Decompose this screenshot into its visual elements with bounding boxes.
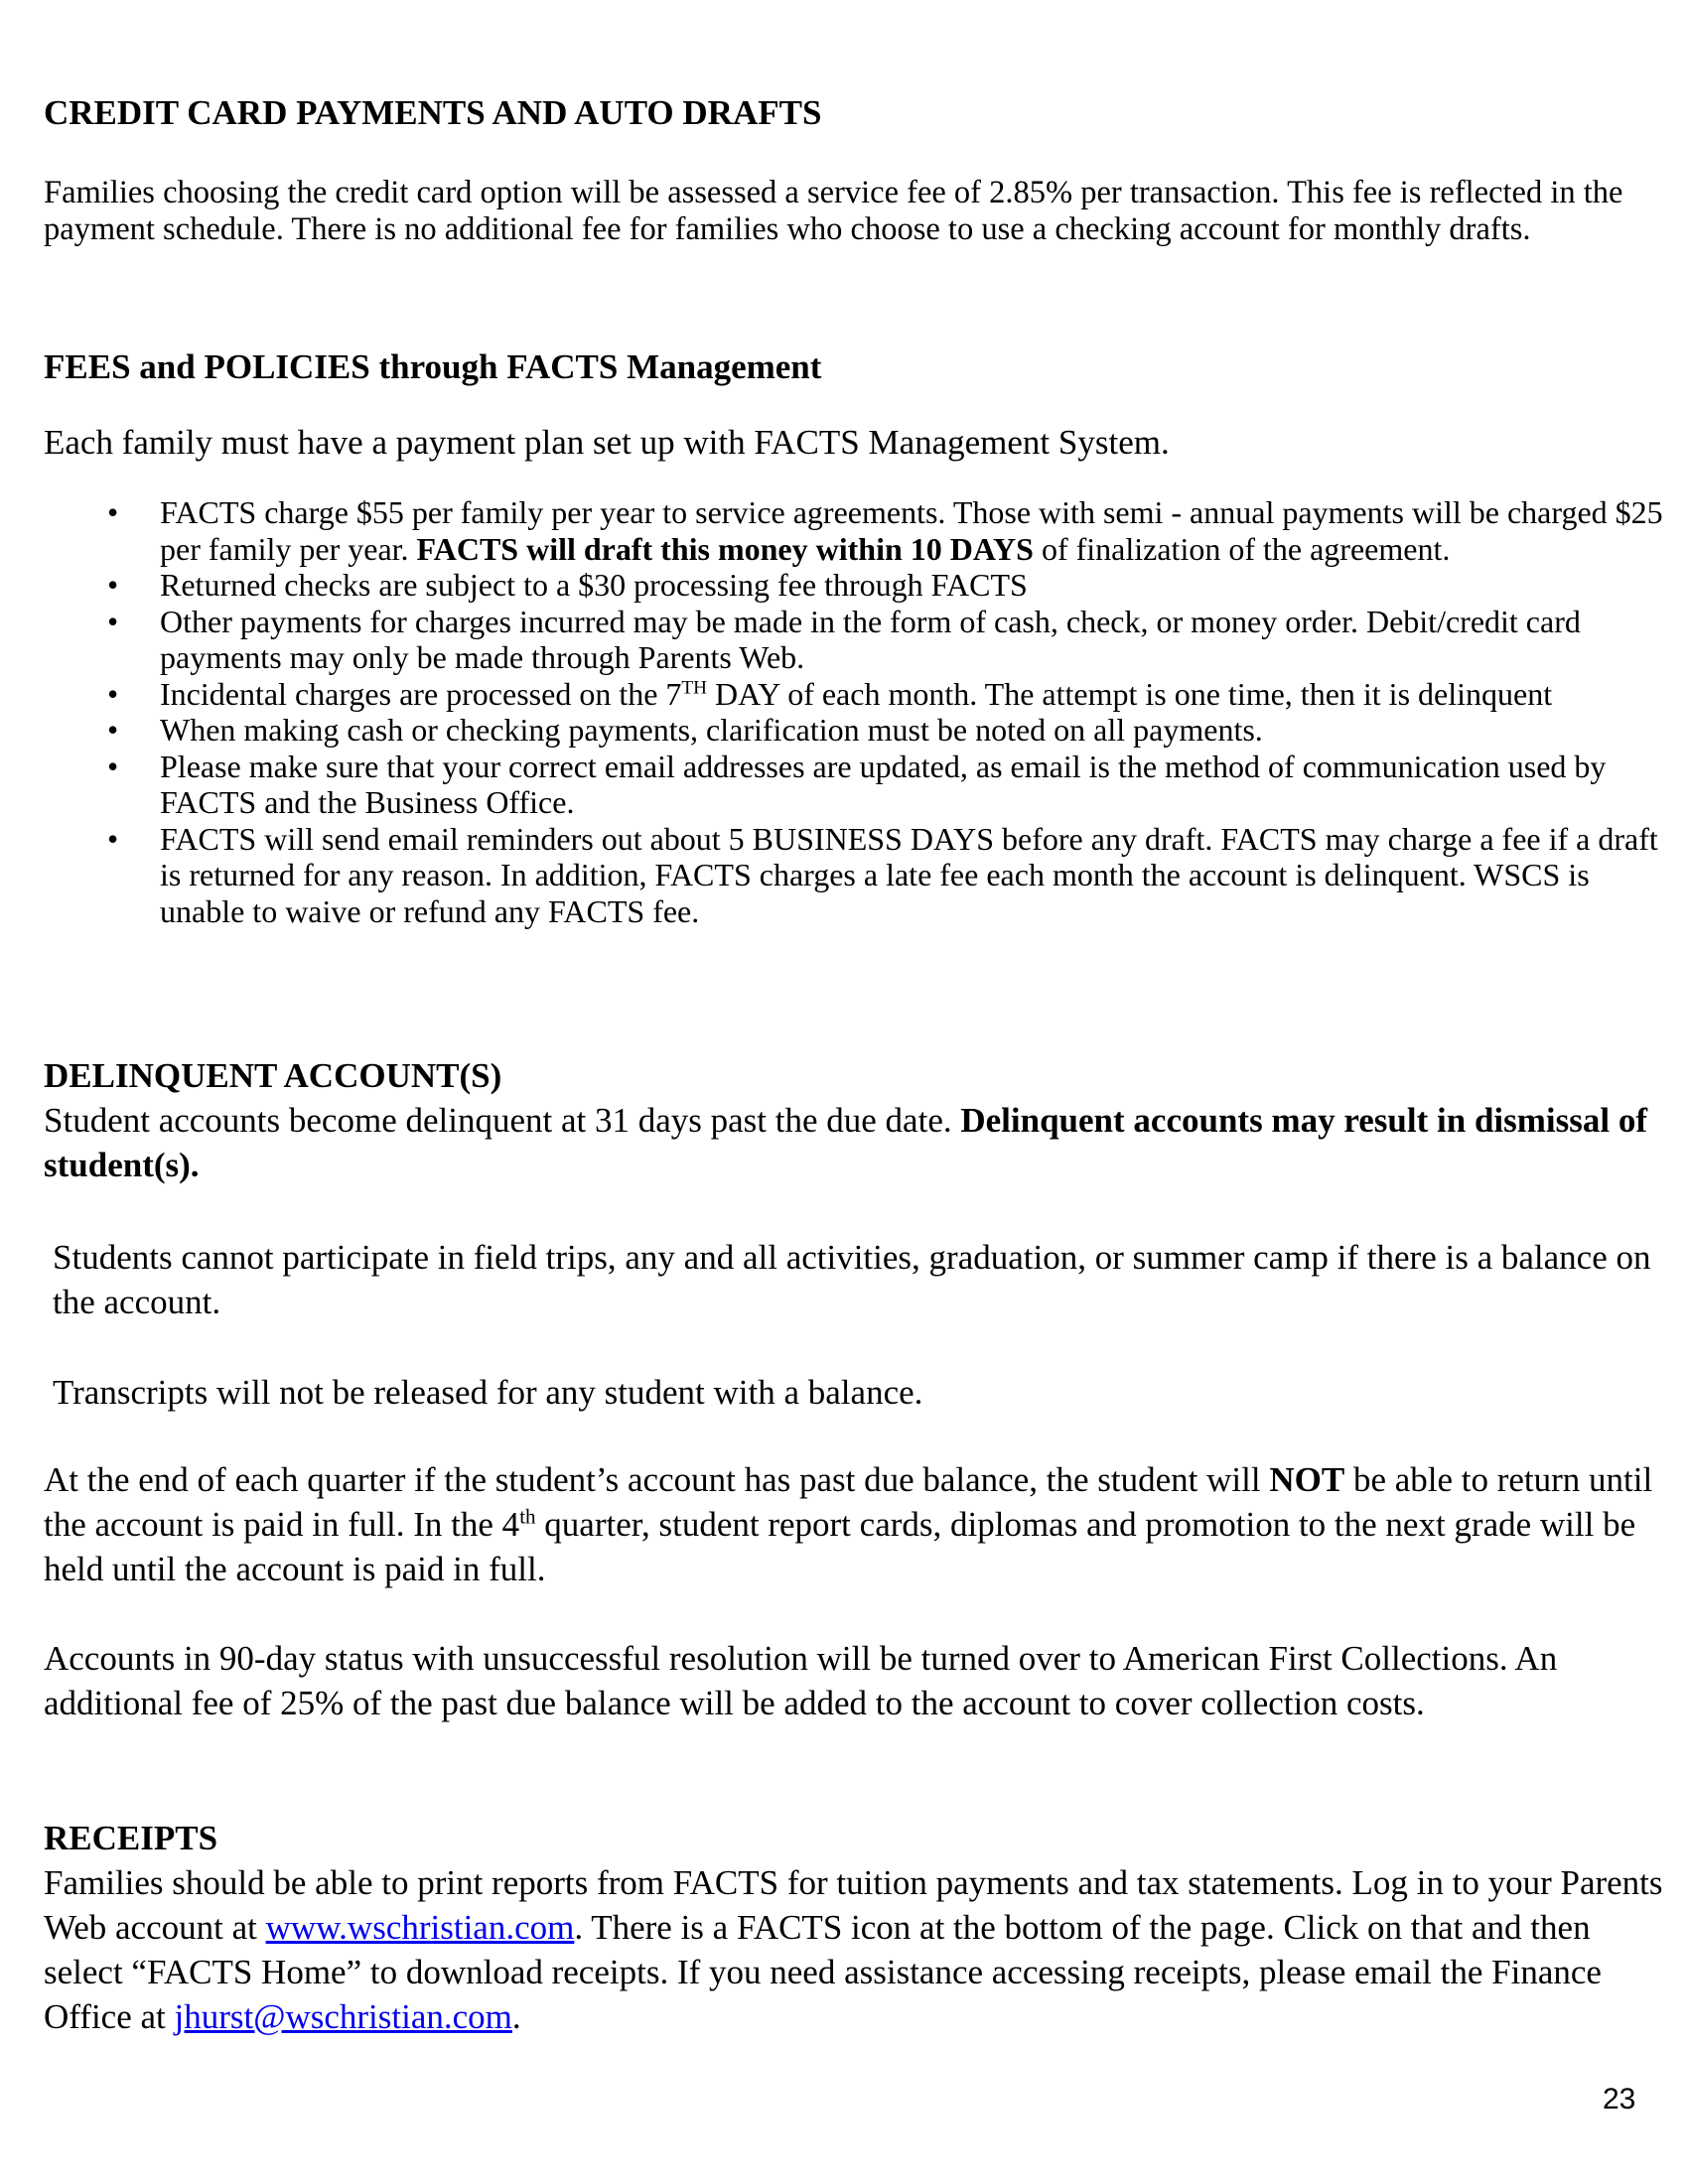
heading-credit-card-payments: CREDIT CARD PAYMENTS AND AUTO DRAFTS [44, 93, 822, 132]
list-item-text: FACTS charge $55 per family per year to service agreements. Those with semi - annual payments will be charged $25 per family per year. [160, 494, 1663, 567]
list-item [107, 749, 1671, 821]
list-item [107, 821, 1671, 930]
bullet-glyph: • [107, 820, 119, 857]
quarter-text: quarter, student report cards, diplomas and promotion to the next grade will be held until the account is paid in full. [44, 1505, 1636, 1588]
delinquent-warning: Delinquent accounts may result in dismissal of student(s). [44, 1101, 1648, 1184]
list-item-text: of finalization of the agreement. [1033, 530, 1451, 567]
list-item [107, 567, 1671, 604]
quarter-text: At the end of each quarter if the student’s account has past due balance, the student will [44, 1460, 1270, 1499]
bullet-glyph: • [107, 603, 119, 639]
list-item-text: Incidental charges are processed on the 7 [160, 675, 682, 712]
delinquent-paragraph [44, 1098, 1672, 1187]
heading-fees-and-policies: FEES and POLICIES through FACTS Management [44, 347, 822, 386]
credit-card-paragraph: Families choosing the credit card option will be assessed a service fee of 2.85% per transaction. This fee is reflected in the payment schedule. There is no additional fee for families who choose to use a checking account for monthly drafts. [44, 175, 1623, 247]
list-item-text: Please make sure that your correct email addresses are updated, as email is the method of communication used by FACTS and the Business Office. [160, 748, 1607, 820]
list-item [107, 494, 1671, 567]
collections-paragraph: Accounts in 90-day status with unsuccessful resolution will be turned over to American First Collections. An additional fee of 25% of the past due balance will be added to the account to cover collection costs. [44, 1639, 1558, 1722]
delinquent-text: Student accounts become delinquent at 31 days past the due date. [44, 1101, 961, 1140]
finance-email-link[interactable]: jhurst@wschristian.com [174, 1997, 512, 2036]
activities-restriction-paragraph: Students cannot participate in field trips, any and all activities, graduation, or summer camp if there is a balance on the account. [53, 1238, 1651, 1321]
bullet-glyph: • [107, 675, 119, 712]
list-item-text: Other payments for charges incurred may be made in the form of cash, check, or money order. Debit/credit card payments may only be made through Parents Web. [160, 603, 1581, 675]
superscript-text: th [519, 1504, 536, 1529]
bullet-glyph: • [107, 748, 119, 784]
bullet-glyph: • [107, 494, 119, 530]
list-item-text: Returned checks are subject to a $30 processing fee through FACTS [160, 567, 1028, 603]
quarter-text: be able to return until the account is paid in full. In the 4 [44, 1460, 1653, 1544]
bullet-glyph: • [107, 712, 119, 748]
receipts-text: . There is a FACTS icon at the bottom of the page. Click on that and then select “FACTS Home” to download receipts. If you need assistance accessing receipts, please email the Finance Office at [44, 1908, 1602, 2036]
heading-receipts: RECEIPTS [44, 1819, 218, 1857]
page-number: 23 [1603, 2083, 1636, 2116]
website-link[interactable]: www.wschristian.com [265, 1908, 575, 1947]
heading-delinquent-accounts: DELINQUENT ACCOUNT(S) [44, 1056, 502, 1095]
list-item-text: When making cash or checking payments, clarification must be noted on all payments. [160, 712, 1263, 748]
quarter-end-paragraph [44, 1457, 1672, 1591]
list-item-text: FACTS will send email reminders out about 5 BUSINESS DAYS before any draft. FACTS may charge a fee if a draft is returned for any reason. In addition, FACTS charges a late fee each month the account is delinquent. WSCS is unable to waive or refund any FACTS fee. [160, 820, 1658, 929]
facts-policy-list [107, 494, 1671, 929]
list-item-text: DAY of each month. The attempt is one time, then it is delinquent [706, 675, 1553, 712]
bullet-glyph: • [107, 567, 119, 603]
fees-intro-paragraph: Each family must have a payment plan set up with FACTS Management System. [44, 423, 1170, 462]
receipts-text: . [511, 1997, 521, 2036]
list-item [107, 712, 1671, 749]
list-item [107, 676, 1671, 713]
receipts-paragraph [44, 1860, 1672, 2039]
transcripts-paragraph: Transcripts will not be released for any student with a balance. [53, 1373, 923, 1412]
list-item-bold-text: FACTS will draft this money within 10 DAYS [416, 530, 1034, 567]
receipts-text: Families should be able to print reports from FACTS for tuition payments and tax statements. Log in to your Parents Web account at [44, 1863, 1663, 1947]
list-item [107, 604, 1671, 676]
superscript-text: TH [681, 676, 707, 698]
quarter-bold-text: NOT [1269, 1460, 1345, 1499]
